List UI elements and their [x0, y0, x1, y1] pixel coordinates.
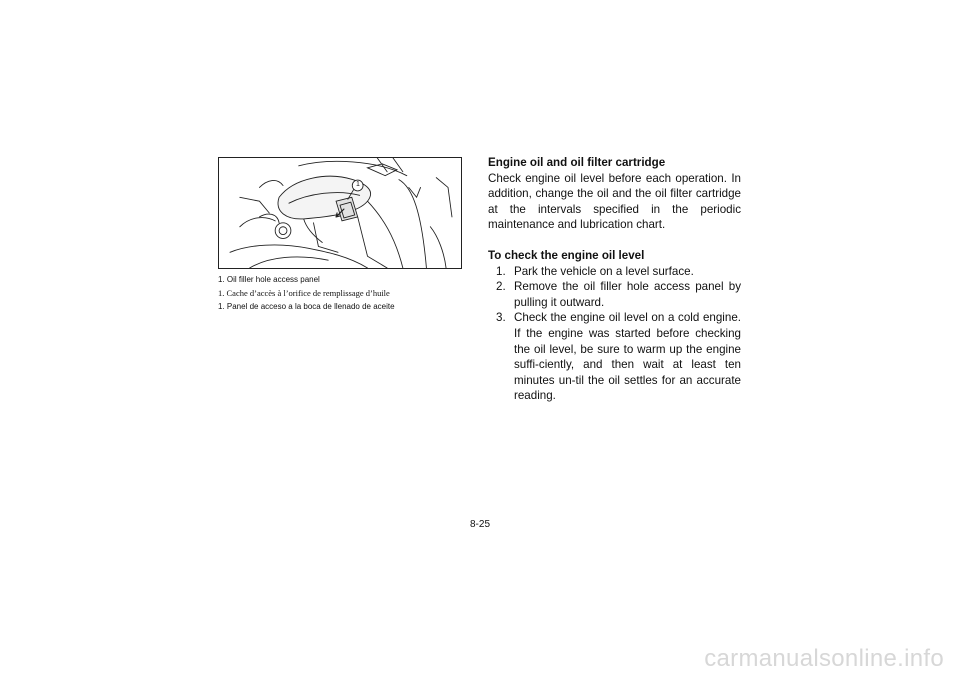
step-item: [488, 310, 741, 404]
figure-caption-english: 1. Oil filler hole access panel: [218, 275, 320, 284]
page-number: 8-25: [469, 519, 490, 530]
figure-caption-spanish: 1. Panel de acceso a la boca de llenado de aceite: [218, 302, 395, 311]
site-watermark: carmanualsonline.info: [704, 645, 944, 672]
figure-caption-french: 1. Cache d’accès à l’orifice de remplissage d’huile: [218, 288, 390, 298]
step-text: Park the vehicle on a level surface.: [514, 264, 694, 278]
step-item: [488, 279, 741, 310]
section-title: Engine oil and oil filter cartridge: [488, 156, 666, 169]
step-text: Remove the oil filler hole access panel by pulling it outward.: [514, 280, 741, 309]
step-number: 1.: [496, 264, 506, 278]
oil-filler-panel-illustration: [218, 157, 462, 269]
step-number: 3.: [496, 311, 506, 325]
engine-oil-section: [488, 155, 741, 404]
step-text: Check the engine oil level on a cold engine. If the engine was started before checking the oil level, be sure to warm up the engine suffi-ciently, and then wait at least ten minutes un-til the oil settles for an accurate reading.: [514, 311, 741, 403]
section-subtitle: To check the engine oil level: [488, 248, 645, 262]
section-intro: Check engine oil level before each operation. In addition, change the oil and the oil filter cartridge at the intervals specified in the periodic maintenance and lubrication chart.: [488, 171, 741, 232]
step-item: [488, 264, 741, 280]
step-list: [488, 264, 741, 404]
callout-number: 1: [356, 181, 360, 188]
step-number: 2.: [496, 280, 506, 294]
